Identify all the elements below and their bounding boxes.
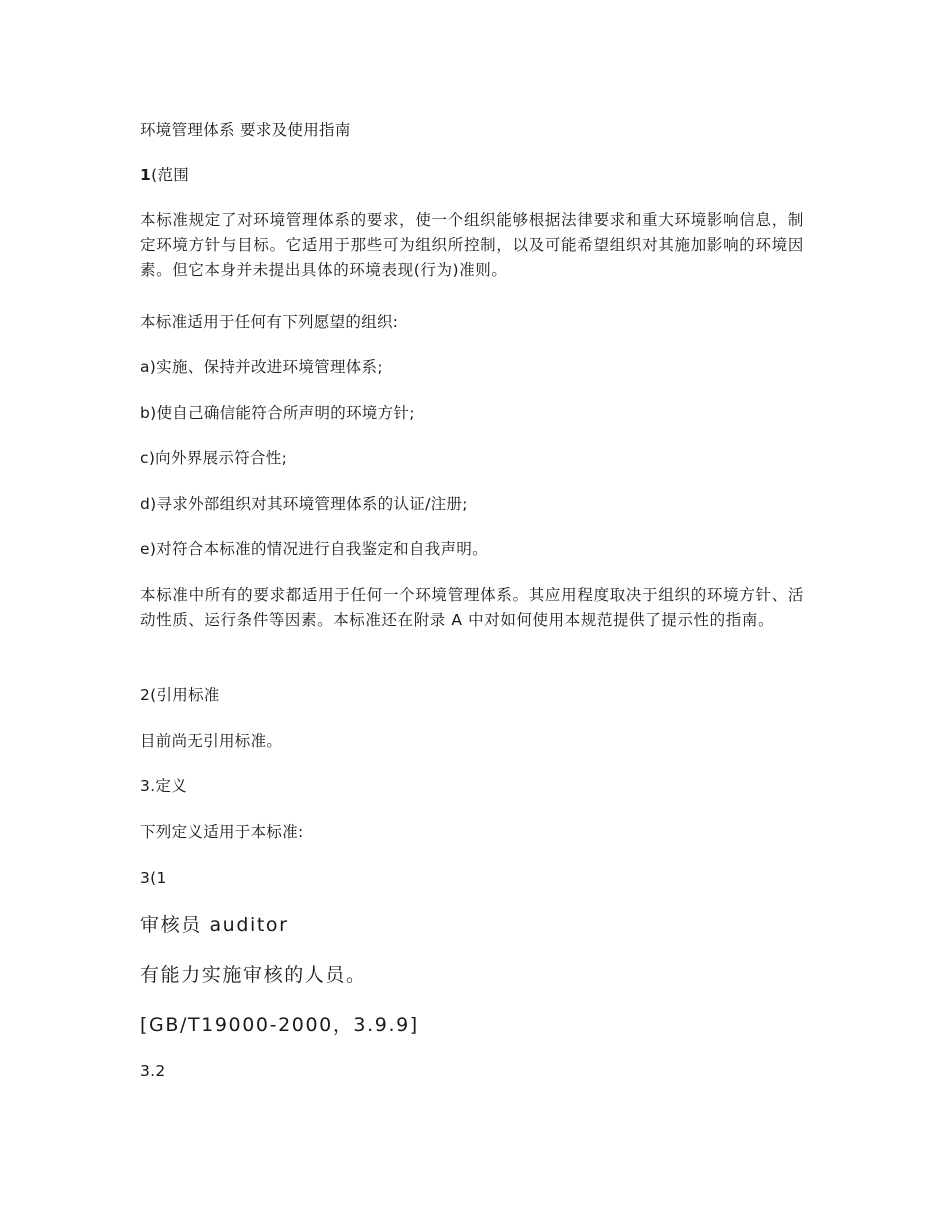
section-1-heading-text: (范围 <box>151 166 190 184</box>
definition-1-number: 3(1 <box>140 869 167 887</box>
section-1-closing: 本标准中所有的要求都适用于任何一个环境管理体系。其应用程度取决于组织的环境方针、活动性质、运行条件等因素。本标准还在附录 A 中对如何使用本规范提供了提示性的指南。 <box>140 586 804 629</box>
section-2-body: 目前尚无引用标准。 <box>140 732 283 750</box>
section-3-intro: 下列定义适用于本标准: <box>140 823 304 841</box>
document-title: 环境管理体系 要求及使用指南 <box>140 121 351 139</box>
definition-1-definition: 有能力实施审核的人员。 <box>140 964 367 986</box>
section-1-number: 1 <box>140 166 152 184</box>
section-1-intro: 本标准规定了对环境管理体系的要求，使一个组织能够根据法律要求和重大环境影响信息，制定环境方针与目标。它适用于那些可为组织所控制，以及可能希望组织对其施加影响的环境因素。但它本身并未提出具体的环境表现(行为)准则。 <box>140 211 804 279</box>
list-item-c: c)向外界展示符合性; <box>140 449 288 467</box>
list-item-b: b)使自己确信能符合所声明的环境方针; <box>140 404 415 422</box>
list-item-a: a)实施、保持并改进环境管理体系; <box>140 358 383 376</box>
section-1-applicability: 本标准适用于任何有下列愿望的组织: <box>140 313 399 331</box>
definition-2-number: 3.2 <box>140 1062 166 1080</box>
definition-1-reference: [GB/T19000-2000，3.9.9] <box>140 1014 419 1036</box>
definition-1-term: 审核员 auditor <box>140 914 289 936</box>
section-2-heading: 2(引用标准 <box>140 686 220 704</box>
section-3-heading: 3.定义 <box>140 777 187 795</box>
section-1-heading <box>140 165 189 185</box>
list-item-d: d)寻求外部组织对其环境管理体系的认证/注册; <box>140 495 468 513</box>
list-item-e: e)对符合本标准的情况进行自我鉴定和自我声明。 <box>140 540 488 558</box>
